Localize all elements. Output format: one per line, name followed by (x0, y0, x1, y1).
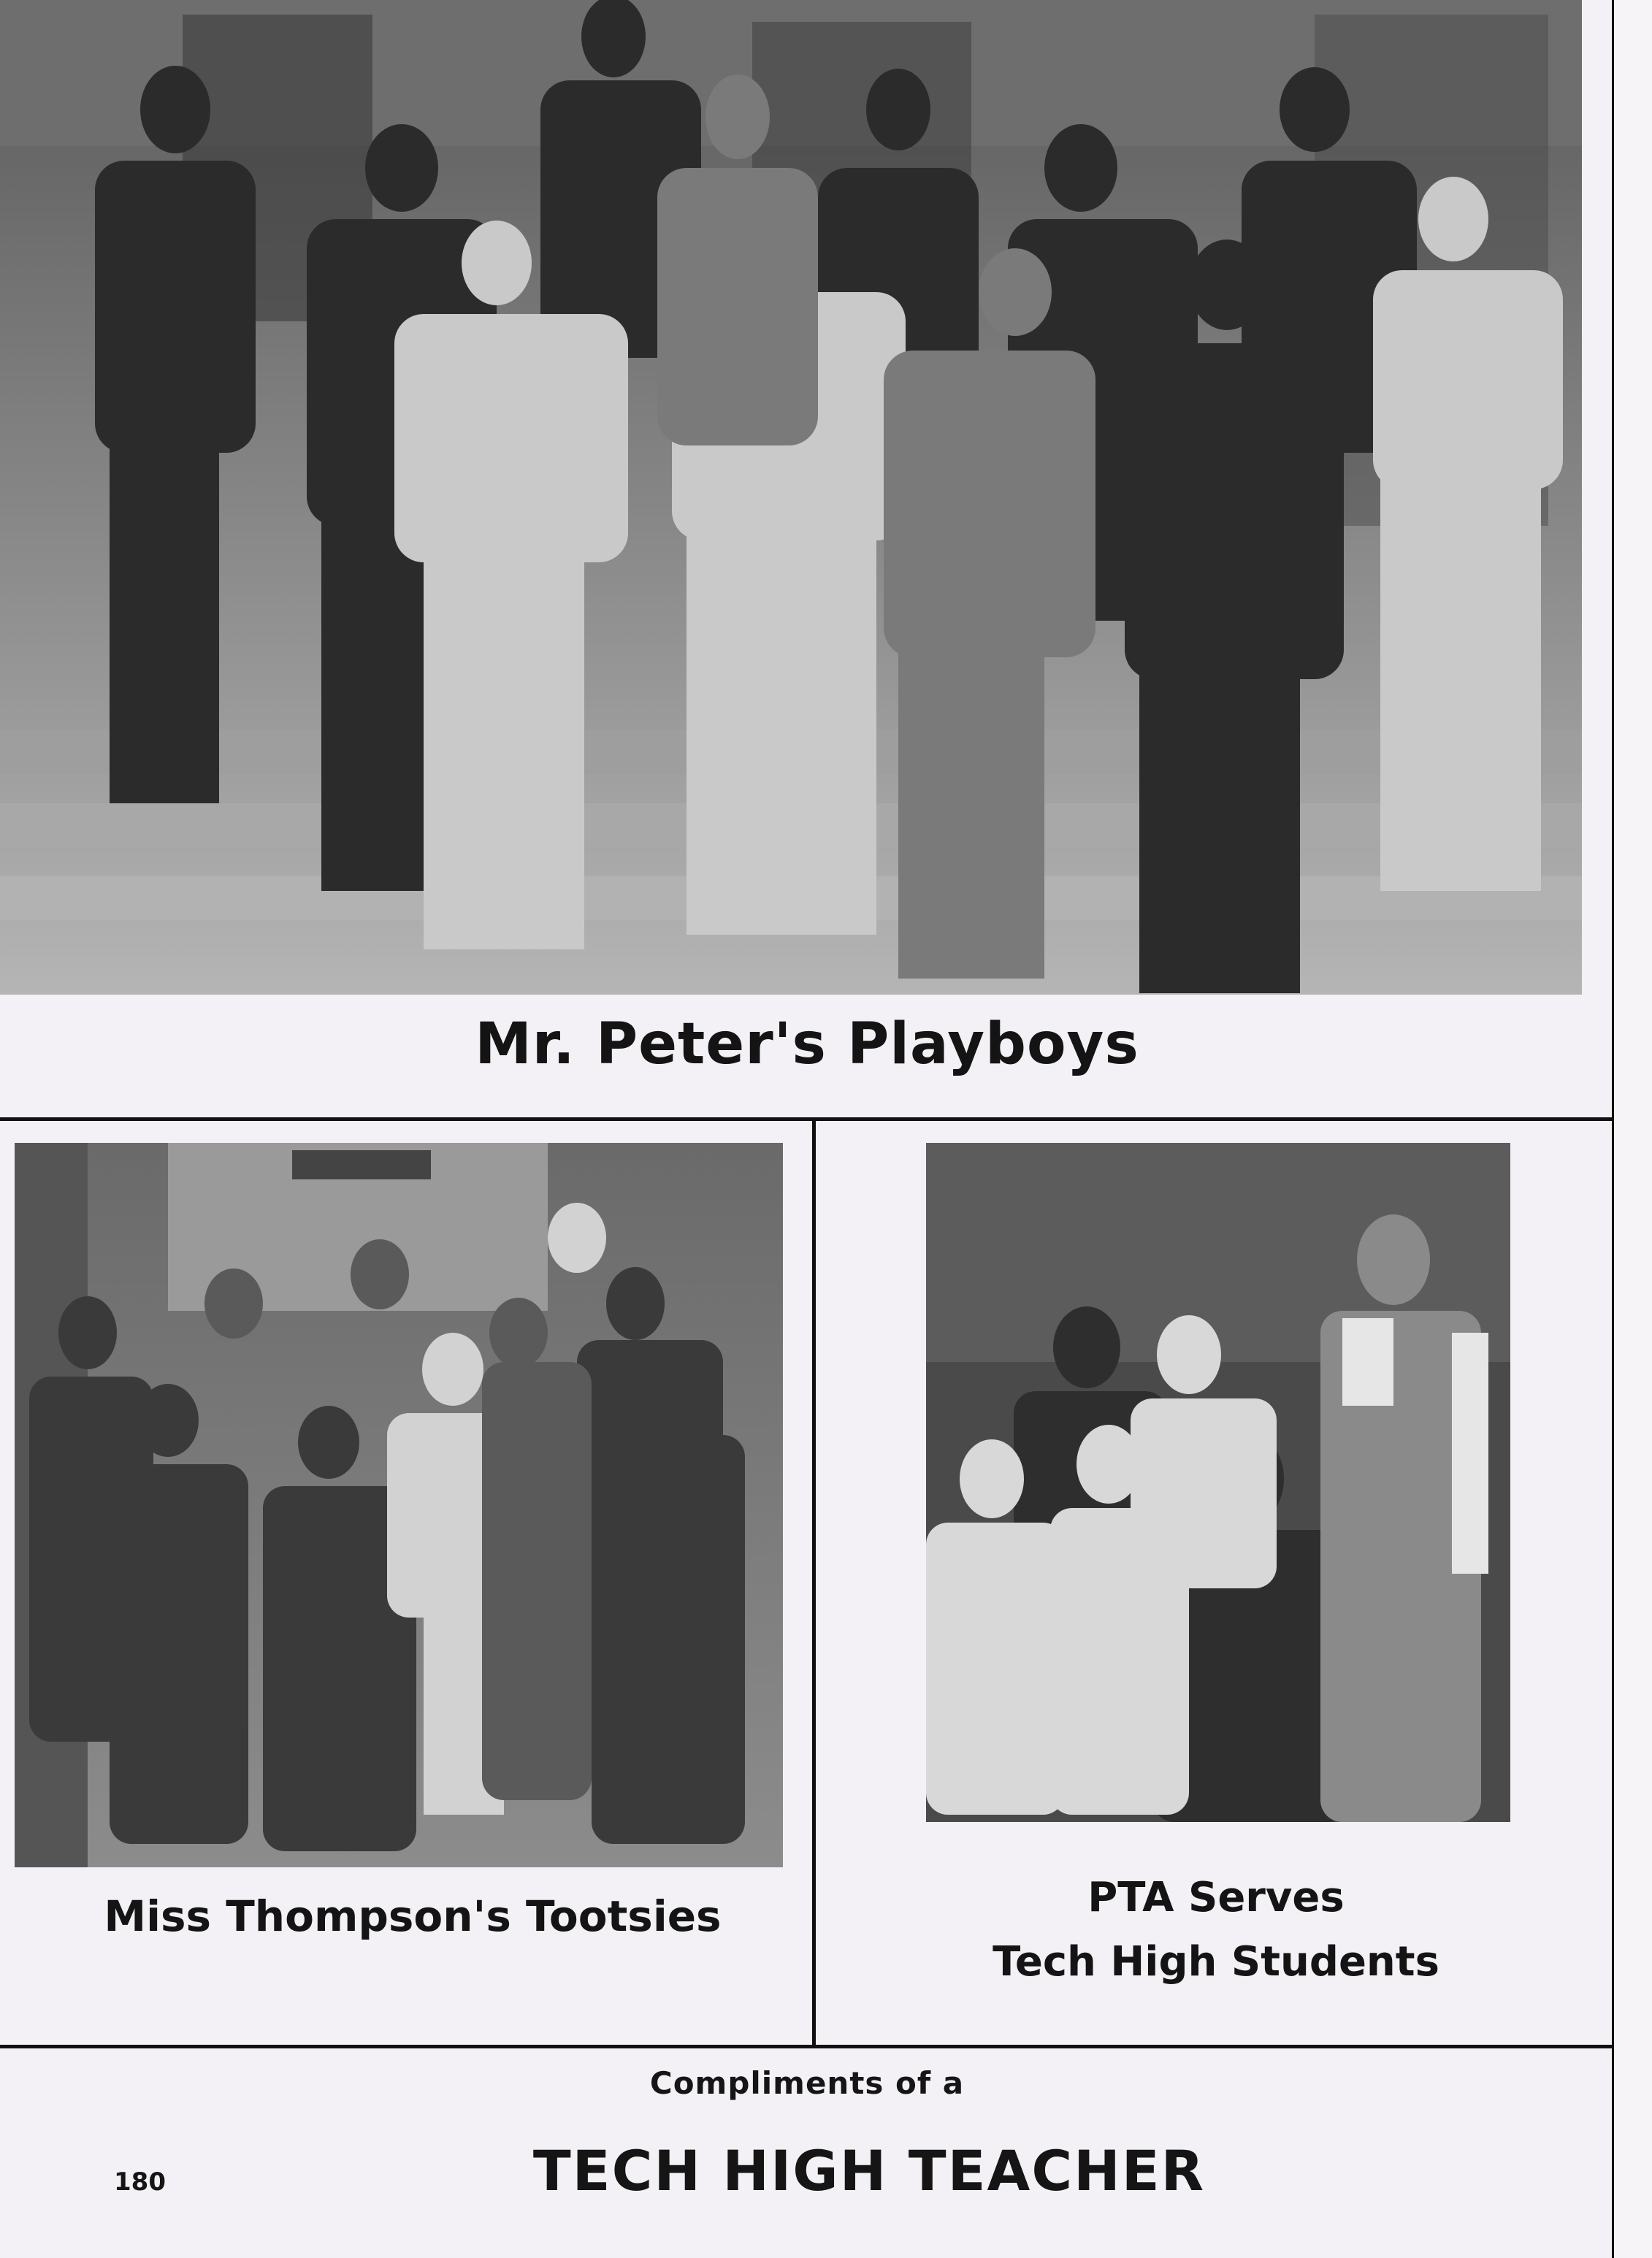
sponsor-title: TECH HIGH TEACHER (532, 2138, 1206, 2203)
right-group-photo (926, 1143, 1510, 1822)
compliments-text: Compliments of a (649, 2065, 965, 2101)
right-caption-line-1: PTA Serves (1087, 1874, 1345, 1921)
divider-bottom-horizontal (0, 2045, 1614, 2048)
left-group-photo (15, 1143, 783, 1867)
right-caption-line-2: Tech High Students (993, 1938, 1439, 1986)
right-photo-caption (818, 1866, 1614, 1994)
top-photo-caption: Mr. Peter's Playboys (475, 1011, 1139, 1077)
left-group-photo-image (15, 1143, 783, 1867)
page-number: 180 (114, 2167, 166, 2197)
divider-vertical-middle (812, 1117, 816, 2048)
page-edge (1614, 0, 1652, 2258)
top-group-photo-image (0, 0, 1582, 995)
right-group-photo-image (926, 1143, 1510, 1822)
divider-top-horizontal (0, 1117, 1614, 1121)
left-photo-caption: Miss Thompson's Tootsies (104, 1891, 722, 1941)
top-group-photo (0, 0, 1582, 995)
